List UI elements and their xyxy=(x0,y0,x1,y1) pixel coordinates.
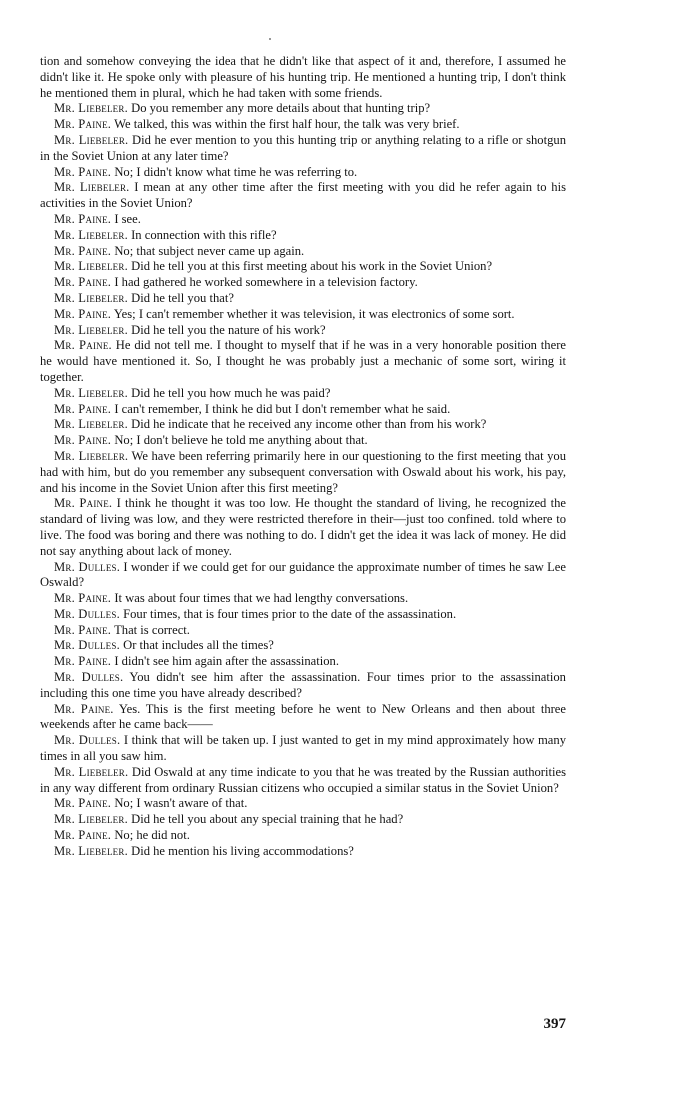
paragraph-text: No; I don't believe he told me anything about that. xyxy=(114,433,368,448)
speaker-name: Mr. Dulles. xyxy=(54,559,121,574)
testimony-paragraph xyxy=(40,117,566,133)
paragraph-text: Did he tell you about any special training that he had? xyxy=(131,812,404,827)
paragraph-text: No; that subject never came up again. xyxy=(114,243,305,258)
speaker-name: Mr. Paine. xyxy=(54,828,112,843)
speaker-name: Mr. Paine. xyxy=(54,591,112,606)
speaker-name: Mr. Liebeler. xyxy=(54,843,128,858)
speaker-name: Mr. Liebeler. xyxy=(54,322,128,337)
paragraph-text: Did he tell you at this first meeting about his work in the Soviet Union? xyxy=(131,259,493,274)
paragraph-text: No; I didn't know what time he was referring to. xyxy=(114,164,358,179)
speaker-name: Mr. Paine. xyxy=(54,433,112,448)
testimony-paragraph xyxy=(40,765,566,797)
paragraph-text: Did he tell you that? xyxy=(131,290,234,305)
testimony-paragraph xyxy=(40,623,566,639)
speaker-name: Mr. Liebeler. xyxy=(54,417,128,432)
testimony-paragraph xyxy=(40,180,566,212)
testimony-paragraph xyxy=(40,433,566,449)
speaker-name: Mr. Liebeler. xyxy=(54,448,129,463)
paragraph-text: I didn't see him again after the assassination. xyxy=(114,654,340,669)
paragraph-text: Did he indicate that he received any income other than from his work? xyxy=(131,417,487,432)
testimony-paragraph xyxy=(40,670,566,702)
testimony-paragraph xyxy=(40,244,566,260)
paragraph-text: No; I wasn't aware of that. xyxy=(114,796,248,811)
testimony-paragraph xyxy=(40,101,566,117)
speaker-name: Mr. Dulles. xyxy=(54,638,120,653)
paragraph-text: Yes; I can't remember whether it was television, it was electronics of some sort. xyxy=(113,306,515,321)
paragraph-text: Did Oswald at any time indicate to you that he was treated by the Russian authorities in any way different from ordinary Russian citizens who occupied a similar status in the Soviet Union? xyxy=(40,764,566,795)
paragraph-text: That is correct. xyxy=(114,622,190,637)
paragraph-text: Or that includes all the times? xyxy=(123,638,274,653)
testimony-paragraph xyxy=(40,796,566,812)
testimony-paragraph xyxy=(40,165,566,181)
testimony-paragraph xyxy=(40,828,566,844)
paragraph-text: Did he tell you how much he was paid? xyxy=(131,385,331,400)
testimony-paragraph xyxy=(40,449,566,496)
paragraph-text: I think he thought it was too low. He thought the standard of living, he recognized the standard of living was low, and they were restricted therefore in their—just too confined. told where to live. The food was boring and there was nothing to do. I didn't get the idea it was lack of money. He did not say anything about lack of money. xyxy=(40,496,566,558)
testimony-paragraph xyxy=(40,607,566,623)
paragraph-text: He did not tell me. I thought to myself that if he was in a very honorable position there he would have mentioned it. So, I thought he was probably just a mechanic of some sort, wiring it together. xyxy=(40,338,566,384)
paragraph-text: We have been referring primarily here in our questioning to the first meeting that you had with him, but do you remember any subsequent conversation with Oswald about his work, his pay, and his income in the Soviet Union after this first meeting? xyxy=(40,448,567,495)
speaker-name: Mr. Dulles. xyxy=(54,733,121,748)
paragraph-text: Did he ever mention to you this hunting trip or anything relating to a rifle or shotgun in the Soviet Union at any later time? xyxy=(40,132,566,163)
testimony-paragraph xyxy=(40,591,566,607)
testimony-paragraph xyxy=(40,338,566,385)
paragraph-text: Yes. This is the first meeting before he went to New Orleans and then about three weekends after he came back—— xyxy=(40,701,566,732)
testimony-paragraph xyxy=(40,133,566,165)
testimony-paragraph xyxy=(40,733,566,765)
testimony-paragraph xyxy=(40,560,566,592)
testimony-paragraph xyxy=(40,212,566,228)
speaker-name: Mr. Paine. xyxy=(54,164,112,179)
speaker-name: Mr. Paine. xyxy=(54,338,112,353)
testimony-paragraph xyxy=(40,275,566,291)
testimony-paragraph xyxy=(40,307,566,323)
speaker-name: Mr. Paine. xyxy=(54,275,112,290)
testimony-paragraph xyxy=(40,812,566,828)
testimony-paragraph xyxy=(40,323,566,339)
paragraph-text: It was about four times that we had lengthy conversations. xyxy=(114,591,409,606)
speaker-name: Mr. Paine. xyxy=(54,622,112,637)
scan-speck xyxy=(269,38,271,40)
testimony-paragraph xyxy=(40,844,566,860)
paragraph-text: In connection with this rifle? xyxy=(131,227,277,242)
paragraph-text: Did he tell you the nature of his work? xyxy=(131,322,326,337)
speaker-name: Mr. Paine. xyxy=(54,701,114,716)
testimony-paragraph xyxy=(40,386,566,402)
speaker-name: Mr. Liebeler. xyxy=(54,812,128,827)
page-number: 397 xyxy=(543,1016,566,1032)
transcript-page xyxy=(40,54,566,860)
testimony-paragraph xyxy=(40,417,566,433)
paragraph-text: You didn't see him after the assassination. Four times prior to the assassination including this one time you have already described? xyxy=(40,670,566,700)
speaker-name: Mr. Dulles. xyxy=(54,606,120,621)
speaker-name: Mr. Paine. xyxy=(54,401,112,416)
speaker-name: Mr. Liebeler. xyxy=(54,132,129,147)
speaker-name: Mr. Paine. xyxy=(54,796,112,811)
testimony-paragraph xyxy=(40,291,566,307)
paragraph-text: I wonder if we could get for our guidance the approximate number of times he saw Lee Oswald? xyxy=(40,559,566,590)
testimony-paragraph xyxy=(40,259,566,275)
paragraph-text: Do you remember any more details about that hunting trip? xyxy=(131,101,431,116)
testimony-paragraph xyxy=(40,402,566,418)
speaker-name: Mr. Liebeler. xyxy=(54,227,128,242)
testimony-paragraph xyxy=(40,496,566,559)
paragraph-text: We talked, this was within the first half hour, the talk was very brief. xyxy=(114,117,460,132)
paragraph-text: No; he did not. xyxy=(114,828,190,843)
speaker-name: Mr. Paine. xyxy=(54,211,112,226)
speaker-name: Mr. Liebeler. xyxy=(54,180,130,195)
speaker-name: Mr. Paine. xyxy=(54,306,112,321)
paragraph-text: I can't remember, I think he did but I don't remember what he said. xyxy=(114,401,451,416)
paragraph-text: I had gathered he worked somewhere in a television factory. xyxy=(114,275,418,290)
speaker-name: Mr. Liebeler. xyxy=(54,259,128,274)
speaker-name: Mr. Liebeler. xyxy=(54,290,128,305)
continued-paragraph xyxy=(40,54,566,101)
speaker-name: Mr. Paine. xyxy=(54,654,112,669)
speaker-name: Mr. Paine. xyxy=(54,117,112,132)
speaker-name: Mr. Liebeler. xyxy=(54,764,129,779)
paragraph-text: I mean at any other time after the first meeting with you did he refer again to his activities in the Soviet Union? xyxy=(40,180,566,211)
testimony-paragraph xyxy=(40,654,566,670)
testimony-paragraph xyxy=(40,638,566,654)
testimony-paragraph xyxy=(40,228,566,244)
speaker-name: Mr. Dulles. xyxy=(54,670,124,685)
speaker-name: Mr. Liebeler. xyxy=(54,101,128,116)
speaker-name: Mr. Paine. xyxy=(54,496,113,511)
paragraph-text: tion and somehow conveying the idea that he didn't like that aspect of it and, therefore, I assumed he didn't like it. He spoke only with pleasure of his hunting trip. He mentioned a hunting trip, I don't think he mentioned them in plural, which he had taken with some friends. xyxy=(40,54,566,100)
paragraph-text: I see. xyxy=(114,211,141,226)
paragraph-text: I think that will be taken up. I just wanted to get in my mind approximately how many times in all you saw him. xyxy=(40,733,566,764)
paragraph-text: Four times, that is four times prior to the date of the assassination. xyxy=(123,606,457,621)
speaker-name: Mr. Liebeler. xyxy=(54,385,128,400)
speaker-name: Mr. Paine. xyxy=(54,243,112,258)
paragraph-text: Did he mention his living accommodations? xyxy=(131,843,354,858)
testimony-paragraph xyxy=(40,702,566,734)
